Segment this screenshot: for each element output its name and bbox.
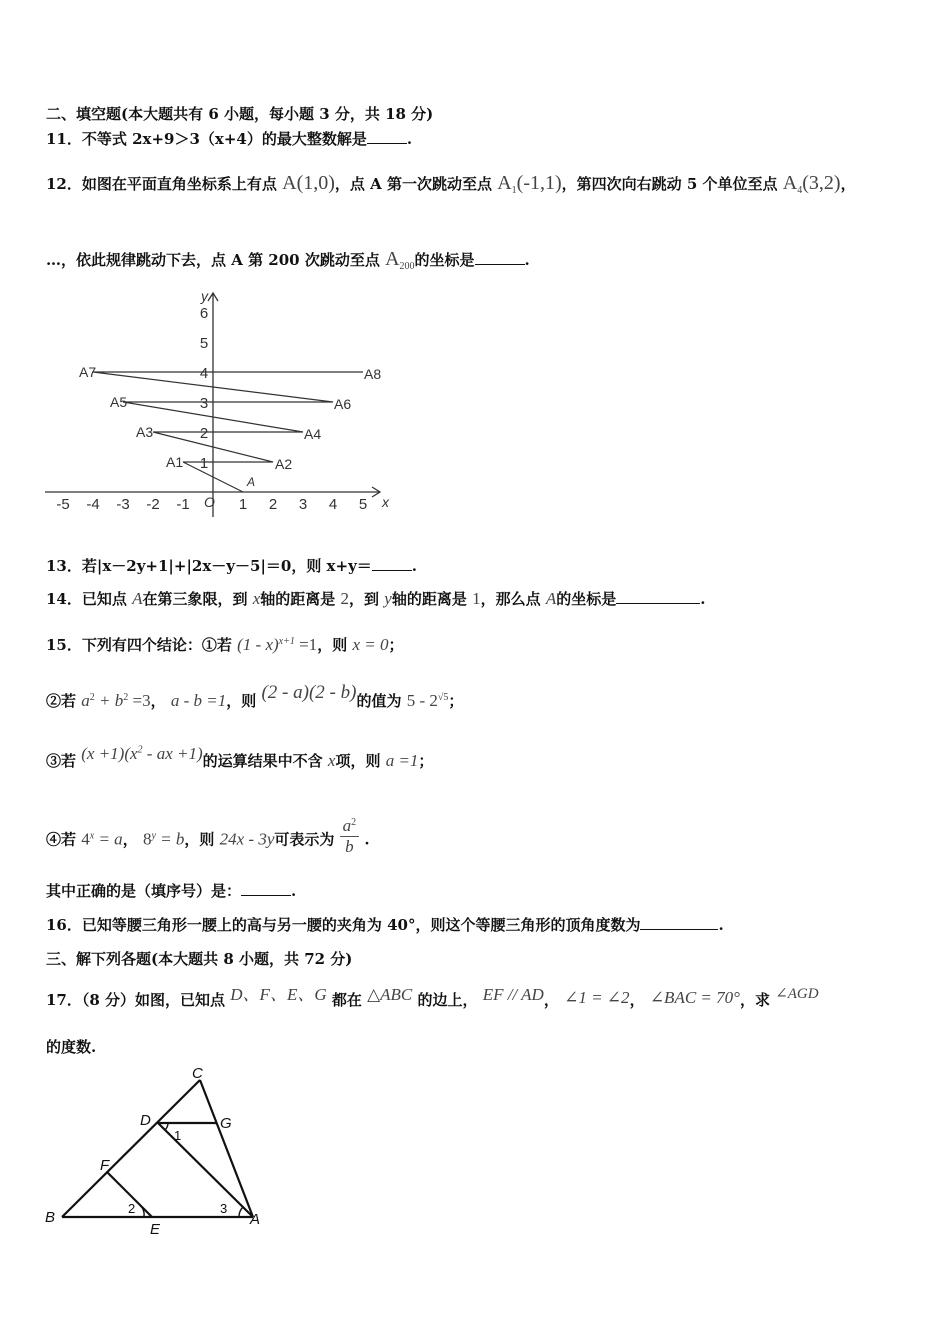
q15-c4-m2: 8 — [142, 829, 152, 849]
y-tick-label: 6 — [199, 305, 209, 322]
point-a8-label: A8 — [364, 366, 382, 382]
q17-points: D、F、E、G — [230, 985, 327, 1004]
segment-da — [158, 1123, 253, 1217]
question-13 — [46, 555, 417, 576]
q14-point: A — [132, 589, 143, 608]
q12-point-a4-label: A — [782, 172, 798, 194]
q15-c4-then: ，则 — [184, 830, 215, 849]
q15-c4-m3: 24x - 3y — [219, 829, 275, 849]
triangle-figure — [40, 1062, 280, 1242]
q15-c3-end: ； — [418, 752, 434, 770]
y-axis-label: y — [201, 288, 208, 304]
angle-3-label: 3 — [220, 1201, 228, 1216]
vertex-a-label: A — [250, 1211, 261, 1228]
q12-line2-a: …，依此规律跳动下去，点 A 第 200 次跳动至点 — [46, 251, 380, 269]
answer-blank — [241, 881, 291, 896]
question-17-line-2 — [46, 1036, 96, 1057]
question-17 — [46, 985, 819, 1010]
x-tick-label: 4 — [328, 496, 338, 513]
q14-y: y — [384, 589, 392, 608]
q14-x: x — [252, 589, 261, 608]
q15-conclusion-4 — [46, 816, 370, 861]
q12-point-a1-coord: (-1,1) — [516, 172, 562, 194]
question-12 — [46, 172, 856, 196]
q15-c4-m1-eq: = a — [94, 829, 123, 849]
answer-blank — [475, 250, 525, 265]
x-tick-label: 1 — [238, 496, 248, 513]
q17-triangle: △ABC — [367, 985, 413, 1004]
q15-c1-math: (1 - x) — [237, 635, 279, 654]
jump-path — [93, 372, 363, 492]
q15-c1-then: ，则 — [317, 636, 348, 654]
point-a4-label: A4 — [304, 426, 322, 442]
q12-end: . — [524, 251, 530, 269]
q14-c: 轴的距离是 — [260, 590, 336, 608]
q14-a: 14．已知点 — [46, 590, 127, 608]
q15-c3-expression: $(x +1)(x^2$ - ax +1) — [81, 744, 203, 763]
answer-blank — [367, 129, 407, 144]
q17-d: ， — [543, 991, 559, 1009]
point-a-label: A — [247, 475, 256, 489]
q12-point-a4-sub: 4 — [797, 185, 803, 196]
q12-text-b: ，点 A 第一次跳动至点 — [334, 175, 492, 193]
q12-text-c: ，第四次向右跳动 5 个单位至点 — [561, 175, 778, 193]
point-a5-label: A5 — [110, 394, 128, 410]
q15-c3-result: a =1 — [385, 751, 419, 770]
q15-c2-if: ②若 — [46, 692, 77, 710]
q17-angle-eq: ∠1 = ∠2 — [564, 988, 630, 1007]
x-tick-label: -4 — [86, 496, 100, 513]
q15-c4-m2-sup: y — [151, 830, 156, 842]
q12-point-a200-sub: 200 — [399, 261, 415, 272]
answer-blank — [640, 915, 718, 930]
y-tick-label: 5 — [199, 335, 209, 352]
x-tick-label: -5 — [56, 496, 70, 513]
coordinate-graph — [40, 285, 400, 525]
x-axis-label: x — [382, 494, 389, 510]
q14-point-2: A — [545, 589, 557, 608]
fraction-denominator: b — [345, 837, 354, 856]
q15-c3-if: ③若 — [46, 752, 77, 770]
q15-c4-m2-eq: = b — [155, 829, 185, 849]
q15-conclusion-3 — [46, 744, 434, 771]
x-tick-label: -3 — [116, 496, 130, 513]
q12-line2-b: 的坐标是 — [414, 251, 475, 269]
q15-c4-end: . — [364, 830, 370, 849]
section-3-heading — [46, 948, 352, 969]
q12-point-a1-label: A — [497, 172, 512, 194]
x-tick-label: -2 — [146, 496, 160, 513]
point-g-label: G — [220, 1115, 232, 1132]
angle-3-arc — [239, 1207, 243, 1217]
y-tick-label: 4 — [199, 365, 209, 382]
q14-end: . — [700, 590, 706, 608]
q15-c4-m1-sup: x — [89, 830, 95, 842]
x-tick-label: -1 — [176, 496, 190, 513]
q14-g: 的坐标是 — [556, 590, 617, 608]
q12-text-a: 12．如图在平面直角坐标系上有点 — [46, 175, 277, 193]
q15-c1-sup: x+1 — [278, 636, 295, 647]
q16-end: . — [718, 916, 724, 934]
q12-text-d: ， — [840, 175, 856, 193]
q15-c2-val: 的值为 — [356, 692, 402, 710]
point-a2-label: A2 — [275, 456, 293, 472]
q13-text: 13．若|x－2y+1|+|2x－y－5|＝0，则 x+y＝ — [46, 557, 372, 575]
q15-c2-m2: + b — [94, 691, 124, 710]
q17-parallel: EF // AD — [482, 985, 544, 1004]
q15-c3-text-2: 项，则 — [335, 752, 381, 770]
origin-label: O — [204, 494, 215, 510]
q15-c1-end: ； — [388, 636, 404, 654]
q15-conclusion-2: ②若 $a^2 + b^2 =3$， a - b =1，则 (2 - a)(2 - b)的值为 $5 - 2^{√5}$； — [46, 682, 464, 710]
q15-c2-m6: 5 - 2 — [406, 691, 438, 710]
segment-ca — [200, 1080, 253, 1217]
q15-c2-m5: (2 - a)(2 - b) — [261, 682, 357, 703]
x-tick-label: 2 — [268, 496, 278, 513]
q15-c3-text: 的运算结果中不含 — [202, 752, 323, 770]
section-2-heading — [46, 103, 433, 124]
q15-c4-text: 可表示为 — [274, 830, 335, 849]
point-a3-label: A3 — [136, 424, 154, 440]
q17-b: 都在 — [331, 991, 362, 1009]
q15-conclusion-end: . — [291, 882, 297, 900]
vertex-c-label: C — [192, 1065, 203, 1082]
question-14 — [46, 588, 705, 609]
q14-f: ，那么点 — [480, 590, 541, 608]
section-2-heading-text: 二、填空题(本大题共有 6 小题，每小题 3 分，共 18 分) — [46, 105, 434, 123]
q11-end: . — [406, 130, 413, 148]
q15-c4-fraction — [340, 816, 360, 857]
q17-bac: ∠BAC = 70° — [649, 988, 740, 1007]
question-16 — [46, 914, 724, 935]
point-d-label: D — [140, 1112, 151, 1129]
point-a1-label: A1 — [166, 454, 184, 470]
question-12-line-2 — [46, 248, 530, 272]
q14-one: 1 — [472, 589, 481, 608]
q15-c2-sqrt: √5 — [437, 692, 449, 703]
q12-point-a200-label: A — [385, 248, 400, 270]
angle-1-label: 1 — [174, 1128, 182, 1143]
question-11 — [46, 128, 412, 149]
q15-c2-sep: ， — [150, 692, 166, 710]
q15-answer — [46, 880, 296, 901]
point-f-label: F — [100, 1157, 110, 1174]
q15-c4-if: ④若 — [46, 830, 77, 849]
q15-c2-then: ，则 — [226, 692, 257, 710]
q11-text: 11．不等式 2x+9＞3（x+4）的最大整数解是 — [46, 130, 367, 148]
section-3-heading-text: 三、解下列各题(本大题共 8 小题，共 72 分) — [46, 950, 353, 968]
x-tick-label: 3 — [298, 496, 308, 513]
q12-point-a1-sub: 1 — [511, 185, 517, 196]
y-tick-label: 2 — [199, 425, 209, 442]
answer-blank — [616, 589, 700, 604]
q15-c4-sep: ， — [122, 830, 138, 849]
q15-c1-eq: =1 — [294, 635, 318, 654]
q12-point-a4-coord: (3,2) — [802, 172, 841, 194]
q15-c2-m4: a - b =1 — [170, 691, 227, 710]
q17-a: 17．（8 分）如图，已知点 — [46, 991, 226, 1009]
question-15 — [46, 634, 403, 655]
point-a6-label: A6 — [334, 396, 352, 412]
q15-c2-end: ； — [448, 692, 464, 710]
q14-e: 轴的距离是 — [391, 590, 467, 608]
q14-b: 在第三象限，到 — [142, 590, 248, 608]
q15-c2-m1: a — [81, 691, 90, 710]
q15-c1-result: x = 0 — [352, 635, 389, 654]
q17-c: 的边上， — [417, 991, 478, 1009]
q15-c4-m1: 4 — [81, 829, 90, 849]
y-tick-label: 1 — [199, 455, 209, 472]
q13-end: . — [411, 557, 418, 575]
q14-two: 2 — [340, 589, 350, 608]
q16-text: 16．已知等腰三角形一腰上的高与另一腰的夹角为 40°，则这个等腰三角形的顶角度数为 — [46, 916, 641, 934]
x-tick-label: 5 — [358, 496, 368, 513]
point-a7-label: A7 — [79, 364, 97, 380]
angle-2-label: 2 — [128, 1201, 136, 1216]
point-e-label: E — [150, 1221, 161, 1238]
fraction-numerator: $a^2$ — [340, 816, 360, 837]
q14-d: ，到 — [349, 590, 380, 608]
q15-c2-m3: =3 — [128, 691, 151, 710]
q15-c3-x: x — [327, 751, 336, 770]
q17-agd: ∠AGD — [775, 986, 819, 1002]
q15-intro: 15．下列有四个结论：①若 — [46, 636, 232, 654]
q12-point-a: A(1,0) — [282, 172, 335, 194]
q17-e: ， — [629, 991, 645, 1009]
y-tick-label: 3 — [199, 395, 209, 412]
vertex-b-label: B — [45, 1209, 56, 1226]
q17-line2: 的度数. — [46, 1038, 97, 1056]
answer-blank — [372, 556, 412, 571]
q17-f: ，求 — [739, 991, 770, 1009]
q15-conclusion-text: 其中正确的是（填序号）是： — [46, 882, 242, 900]
